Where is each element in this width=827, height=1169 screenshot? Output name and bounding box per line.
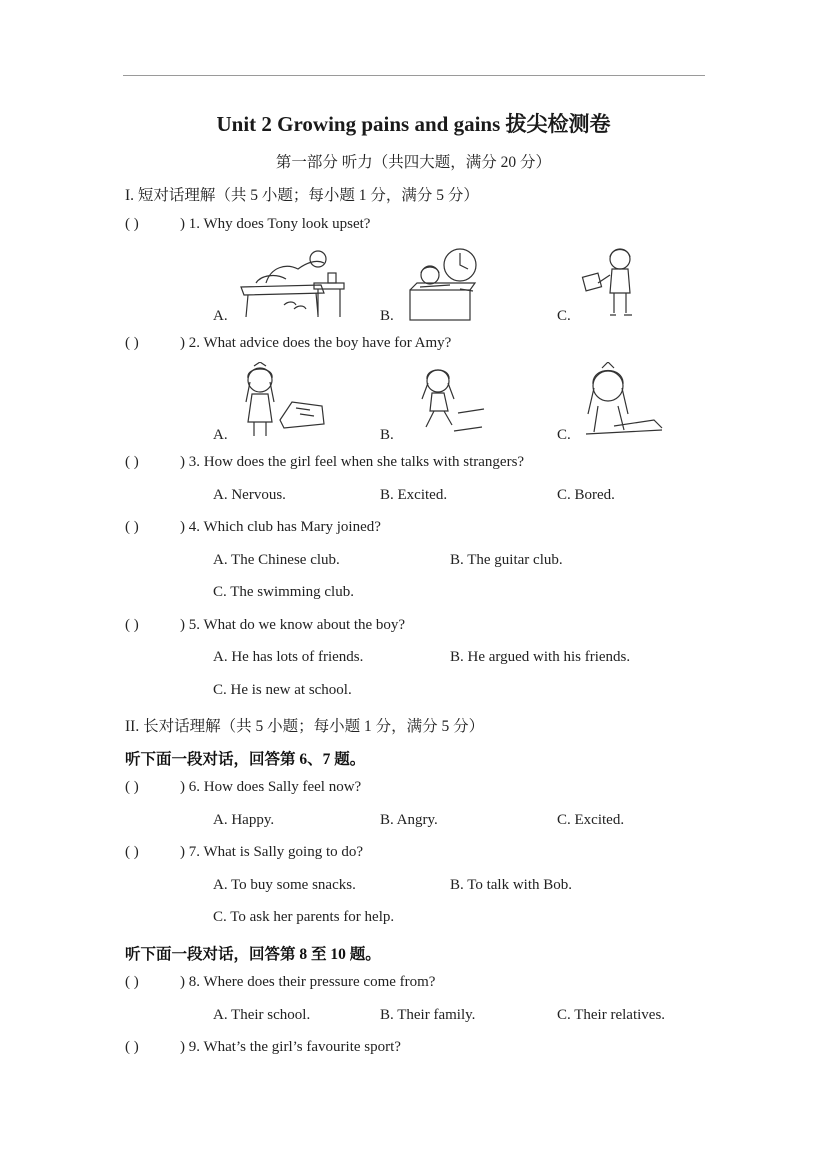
- answer-blank[interactable]: ( ): [125, 519, 139, 535]
- option-b[interactable]: B. Their family.: [380, 1007, 476, 1023]
- option-b[interactable]: B. Angry.: [380, 812, 438, 828]
- option-a[interactable]: A. The Chinese club.: [213, 552, 340, 568]
- instruction-q8-10: 听下面一段对话，回答第 8 至 10 题。: [125, 946, 381, 963]
- answer-blank[interactable]: ( ): [125, 335, 139, 351]
- question-text: ) 8. Where does their pressure come from?: [180, 974, 436, 990]
- question-text: ) 5. What do we know about the boy?: [180, 617, 406, 633]
- girl-reading-book-illustration: [584, 362, 666, 440]
- option-b[interactable]: B. To talk with Bob.: [450, 877, 573, 893]
- option-c[interactable]: C. Excited.: [557, 812, 625, 828]
- option-c[interactable]: C. The swimming club.: [213, 584, 354, 600]
- part-subtitle: 第一部分 听力（共四大题，满分 20 分）: [275, 154, 552, 171]
- question-text: ) 3. How does the girl feel when she talks with strangers?: [180, 454, 525, 470]
- option-c[interactable]: C. Their relatives.: [557, 1007, 666, 1023]
- option-a-label: A.: [213, 308, 228, 324]
- option-a[interactable]: A. He has lots of friends.: [213, 649, 364, 665]
- page-title: Unit 2 Growing pains and gains 拔尖检测卷: [216, 112, 611, 136]
- answer-blank[interactable]: ( ): [125, 1039, 139, 1055]
- answer-blank[interactable]: ( ): [125, 779, 139, 795]
- boy-holding-paper-illustration: [580, 245, 645, 320]
- question-text: ) 2. What advice does the boy have for Amy?: [180, 335, 452, 351]
- boy-at-desk-clock-illustration: [405, 245, 480, 323]
- question-text: ) 7. What is Sally going to do?: [180, 844, 364, 860]
- option-c[interactable]: C. To ask her parents for help.: [213, 909, 395, 925]
- option-c-label: C.: [557, 427, 571, 443]
- section-2-heading: II. 长对话理解（共 5 小题；每小题 1 分，满分 5 分）: [125, 718, 485, 735]
- boy-lying-on-bench-illustration: [236, 245, 351, 320]
- option-a[interactable]: A. To buy some snacks.: [213, 877, 356, 893]
- option-b[interactable]: B. Excited.: [380, 487, 448, 503]
- option-b-label: B.: [380, 308, 394, 324]
- question-text: ) 4. Which club has Mary joined?: [180, 519, 381, 535]
- option-b-label: B.: [380, 427, 394, 443]
- option-b[interactable]: B. He argued with his friends.: [450, 649, 631, 665]
- option-a[interactable]: A. Nervous.: [213, 487, 286, 503]
- girl-with-phone-illustration: [240, 362, 328, 440]
- answer-blank[interactable]: ( ): [125, 974, 139, 990]
- question-text: ) 9. What’s the girl’s favourite sport?: [180, 1039, 401, 1055]
- answer-blank[interactable]: ( ): [125, 216, 139, 232]
- section-1-heading: I. 短对话理解（共 5 小题；每小题 1 分，满分 5 分）: [125, 187, 479, 204]
- option-c[interactable]: C. He is new at school.: [213, 682, 352, 698]
- option-c-label: C.: [557, 308, 571, 324]
- option-a-label: A.: [213, 427, 228, 443]
- option-b[interactable]: B. The guitar club.: [450, 552, 563, 568]
- girl-running-illustration: [418, 365, 486, 437]
- answer-blank[interactable]: ( ): [125, 617, 139, 633]
- instruction-q6-7: 听下面一段对话，回答第 6、7 题。: [125, 751, 366, 768]
- option-c[interactable]: C. Bored.: [557, 487, 615, 503]
- header-rule: [123, 75, 705, 76]
- answer-blank[interactable]: ( ): [125, 454, 139, 470]
- option-a[interactable]: A. Happy.: [213, 812, 275, 828]
- option-a[interactable]: A. Their school.: [213, 1007, 311, 1023]
- question-text: ) 1. Why does Tony look upset?: [180, 216, 371, 232]
- answer-blank[interactable]: ( ): [125, 844, 139, 860]
- question-text: ) 6. How does Sally feel now?: [180, 779, 362, 795]
